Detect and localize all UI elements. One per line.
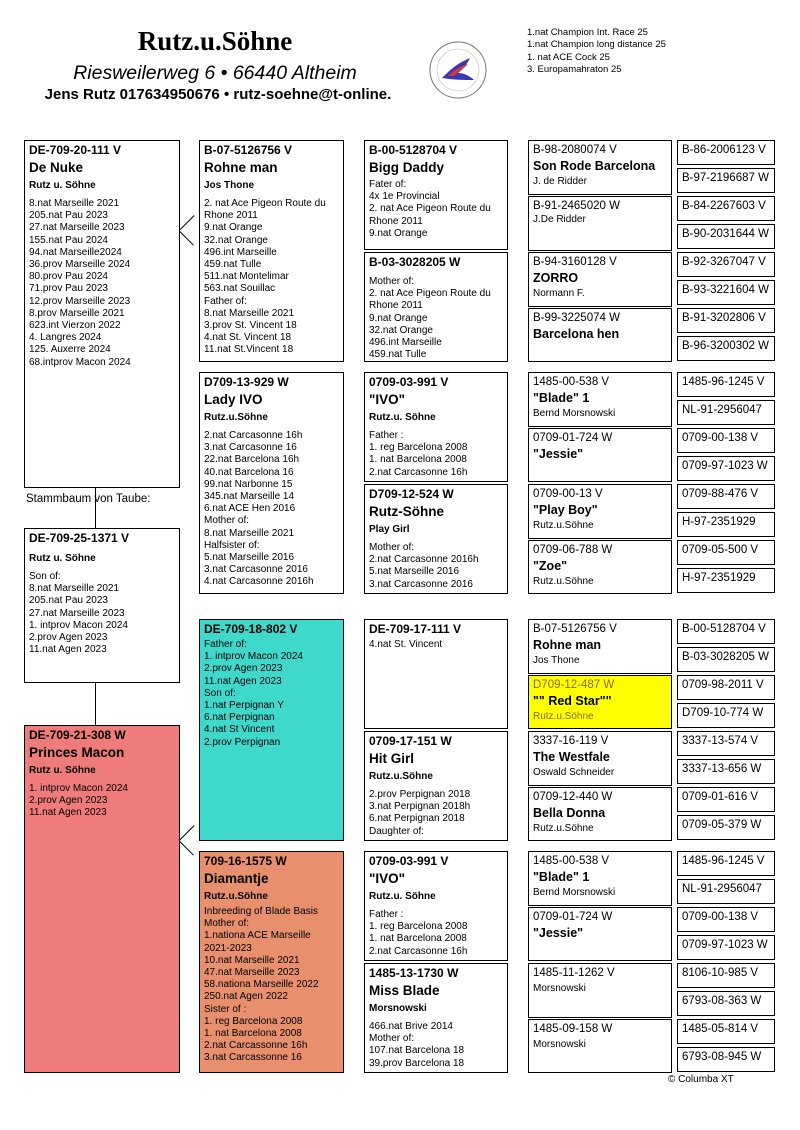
stammbaum-label: Stammbaum von Taube:: [26, 493, 151, 505]
ring-number: 1485-00-538 V: [533, 855, 610, 867]
ring-number: 3337-13-656 W: [682, 763, 762, 775]
pigeon-card-gen5: [677, 252, 775, 277]
pigeon-card-mmm: [364, 963, 508, 1073]
ring-number: 3337-13-574 V: [682, 735, 759, 747]
ring-number: DE-709-21-308 W: [29, 728, 126, 742]
ring-number: B-91-2465020 W: [533, 200, 620, 212]
pigeon-card-gen5: [677, 851, 775, 876]
ring-number: 0709-00-13 V: [533, 488, 603, 500]
pigeon-card-gen5: [677, 540, 775, 565]
ring-number: 0709-97-1023 W: [682, 939, 768, 951]
performance-list: Mother of: 2.nat Carcasonne 2016h 5.nat Marseille 2016 3.nat Carcasonne 2016: [369, 542, 479, 590]
ring-number: 0709-12-440 W: [533, 791, 613, 803]
breeder: Rutz u. Söhne: [29, 765, 96, 776]
ring-number: B-99-3225074 W: [533, 312, 620, 324]
ring-number: NL-91-2956047: [682, 404, 762, 416]
pigeon-card-gen5: [677, 675, 775, 700]
page-title: Rutz.u.Söhne: [137, 26, 293, 56]
pigeon-card-mother: [24, 725, 180, 1073]
pigeon-name: Bigg Daddy: [369, 160, 445, 175]
ring-number: D709-10-774 W: [682, 707, 764, 719]
breeder: Jos Thone: [204, 180, 255, 191]
pigeon-card-ffm: [364, 252, 508, 362]
ring-number: D709-12-524 W: [369, 487, 454, 501]
breeder: Rutz.u.Söhne: [533, 576, 594, 587]
breeder: Morsnowski: [533, 983, 586, 994]
ring-number: B-97-2196687 W: [682, 172, 769, 184]
pigeon-card-gen5: [677, 815, 775, 840]
ring-number: 1485-96-1245 V: [682, 855, 765, 867]
ring-number: 0709-17-151 W: [369, 734, 452, 748]
award-item: 1.nat Champion Int. Race 25: [527, 27, 648, 38]
pigeon-name: Miss Blade: [369, 983, 440, 998]
pigeon-card-gen4: [528, 787, 672, 841]
ring-number: B-93-3221604 W: [682, 284, 769, 296]
pigeon-card-gen5: [677, 963, 775, 988]
pigeon-card-gen5: [677, 647, 775, 672]
breeder: Rutz.u.Söhne: [204, 891, 268, 902]
pigeon-card-gen4: [528, 308, 672, 362]
ring-number: DE-709-17-111 V: [369, 622, 462, 636]
ring-number: D709-12-487 W: [533, 679, 615, 691]
pigeon-card-gen5: [677, 484, 775, 509]
breeder: Rutz.u.Söhne: [533, 823, 594, 834]
ring-number: DE-709-20-111 V: [29, 143, 122, 157]
pigeon-card-gen5: [677, 140, 775, 165]
breeder: Normann F.: [533, 288, 585, 299]
pigeon-card-subject: [24, 528, 180, 683]
ring-number: 0709-00-138 V: [682, 911, 759, 923]
pigeon-card-mmf: [364, 851, 508, 961]
ring-number: B-03-3028205 W: [682, 651, 769, 663]
pigeon-card-gen4: [528, 252, 672, 307]
ring-number: 0709-98-2011 V: [682, 679, 764, 691]
pigeon-name: De Nuke: [29, 160, 84, 175]
copyright: © Columba XT: [668, 1074, 734, 1085]
performance-list: Father of: 1. intprov Macon 2024 2.prov Agen 2023 11.nat Agen 2023 Son of: 1.nat Perpignan Y 6.nat Perpignan 4.nat St Vincent 2.prov Perpignan: [204, 639, 303, 748]
breeder: Morsnowski: [369, 1003, 427, 1014]
pigeon-card-gen4: [528, 140, 672, 195]
pigeon-card-gen5: [677, 372, 775, 397]
pigeon-name: "Zoe": [533, 559, 568, 573]
ring-number: H-97-2351929: [682, 516, 756, 528]
breeder: Rutz.u.Söhne: [369, 771, 433, 782]
ring-number: B-90-2031644 W: [682, 228, 769, 240]
ring-number: 0709-03-991 V: [369, 854, 449, 868]
pigeon-name: "IVO": [369, 392, 406, 407]
breeder: Bernd Morsnowski: [533, 408, 616, 419]
pigeon-card-gen5: [677, 787, 775, 812]
pigeon-name: ZORRO: [533, 271, 579, 285]
pigeon-name: Rohne man: [533, 638, 602, 652]
ring-number: 709-16-1575 W: [204, 854, 287, 868]
performance-list: 2. nat Ace Pigeon Route du Rhone 2011 9.nat Orange 32.nat Orange 496.int Marseille 459.nat Tulle 511.nat Montelimar 563.nat Souillac Father of: 8.nat Marseille 2021 3.prov St. Vincent 18 4.nat St. Vincent 18 11.nat St.Vincent 18: [204, 198, 326, 356]
ring-number: NL-91-2956047: [682, 883, 762, 895]
awards-list: [527, 27, 666, 76]
pigeon-card-gen5: [677, 619, 775, 644]
pigeon-card-mfm: [364, 731, 508, 841]
award-item: 1.nat Champion long distance 25: [527, 39, 666, 51]
pigeon-card-father: [24, 140, 180, 488]
ring-number: B-07-5126756 V: [533, 623, 617, 635]
ring-number: B-03-3028205 W: [369, 255, 461, 269]
performance-list: 1. intprov Macon 2024 2.prov Agen 2023 11.nat Agen 2023: [29, 783, 128, 819]
ring-number: B-86-2006123 V: [682, 144, 766, 156]
pigeon-card-ff: [199, 140, 344, 362]
ring-number: B-92-3267047 V: [682, 256, 766, 268]
ring-number: 1485-96-1245 V: [682, 376, 765, 388]
breeder: Morsnowski: [533, 1039, 586, 1050]
ring-number: B-91-3202806 V: [682, 312, 766, 324]
pigeon-card-fff: [364, 140, 508, 250]
breeder: Rutz.u.Söhne: [533, 711, 594, 722]
performance-list: 2.prov Perpignan 2018 3.nat Perpignan 2018h 6.nat Perpignan 2018 Daughter of:: [369, 789, 471, 837]
pigeon-card-gen5: [677, 935, 775, 960]
pigeon-card-gen4: [528, 372, 672, 427]
pigeon-card-gen4-highlight: [528, 675, 672, 729]
performance-list: Son of: 8.nat Marseille 2021 205.nat Pau 2023 27.nat Marseille 2023 1. intprov Macon 2024 2.prov Agen 2023 11.nat Agen 2023: [29, 571, 128, 656]
pigeon-card-gen4: [528, 907, 672, 961]
ring-number: B-07-5126756 V: [204, 143, 293, 157]
ring-number: B-98-2080074 V: [533, 144, 617, 156]
ring-number: 0709-05-379 W: [682, 819, 762, 831]
ring-number: 0709-03-991 V: [369, 375, 449, 389]
performance-list: Fater of: 4x 1e Provincial 2. nat Ace Pigeon Route du Rhone 2011 9.nat Orange: [369, 179, 491, 239]
pigeon-card-gen5: [677, 1047, 775, 1072]
ring-number: 0709-01-724 W: [533, 911, 613, 923]
ring-number: 1485-05-814 V: [682, 1023, 759, 1035]
pigeon-name: Diamantje: [204, 871, 269, 886]
ring-number: 0709-00-138 V: [682, 432, 759, 444]
ring-number: DE-709-18-802 V: [204, 622, 298, 636]
pigeon-name: "IVO": [369, 871, 406, 886]
ring-number: 0709-01-616 V: [682, 791, 759, 803]
pigeon-card-gen5: [677, 168, 775, 193]
pigeon-name: Rutz-Söhne: [369, 504, 444, 519]
pigeon-card-gen5: [677, 400, 775, 425]
performance-list: Father : 1. reg Barcelona 2008 1. nat Barcelona 2008 2.nat Carcasonne 16h: [369, 909, 468, 957]
ring-number: 0709-01-724 W: [533, 432, 613, 444]
pigeon-name: Princes Macon: [29, 745, 125, 760]
pigeon-card-gen5: [677, 512, 775, 537]
ring-number: B-94-3160128 V: [533, 256, 617, 268]
pigeon-card-gen5: [677, 568, 775, 593]
pigeon-card-mf: [199, 619, 344, 841]
performance-list: Father : 1. reg Barcelona 2008 1. nat Barcelona 2008 2.nat Carcasonne 16h: [369, 430, 468, 478]
pigeon-name: "Jessie": [533, 926, 584, 940]
pigeon-name: "" Red Star"": [533, 694, 612, 708]
breeder: Rutz.u. Söhne: [369, 412, 436, 423]
pigeon-card-gen5: [677, 731, 775, 756]
breeder: J. de Ridder: [533, 176, 587, 187]
breeder: Oswald Schneider: [533, 767, 615, 778]
ring-number: DE-709-25-1371 V: [29, 531, 130, 545]
pigeon-card-gen4: [528, 540, 672, 594]
pigeon-name: Barcelona hen: [533, 327, 620, 341]
pigeon-card-mm: [199, 851, 344, 1073]
ring-number: 1485-09-158 W: [533, 1023, 613, 1035]
pigeon-card-gen5: [677, 336, 775, 361]
pigeon-card-gen5: [677, 907, 775, 932]
breeder: Rutz u. Söhne: [29, 180, 96, 191]
pigeon-card-gen5: [677, 308, 775, 333]
breeder: Rutz.u.Söhne: [533, 520, 594, 531]
ring-number: B-84-2267603 V: [682, 200, 766, 212]
pigeon-card-fmf: [364, 372, 508, 482]
pigeon-card-gen4: [528, 619, 672, 674]
breeder: Play Girl: [369, 524, 410, 535]
pigeon-card-gen5: [677, 991, 775, 1016]
pigeon-card-gen4: [528, 963, 672, 1018]
award-item: 1. nat ACE Cock 25: [527, 51, 610, 63]
pigeon-name: "Blade" 1: [533, 391, 590, 405]
breeder: Jos Thone: [533, 655, 580, 666]
pigeon-name: The Westfale: [533, 750, 610, 764]
performance-list: 2.nat Carcasonne 16h 3.nat Carcasonne 16 22.nat Barcelona 16h 40.nat Barcelona 16 99.nat Narbonne 15 345.nat Marseille 14 6.nat ACE Hen 2016 Mother of: 8.nat Marseille 2021 Halfsister of: 5.nat Marseille 2016 3.nat Carcasonne 2016 4.nat Carcasonne 2016h: [204, 430, 314, 588]
pigeon-name: "Blade" 1: [533, 870, 590, 884]
pigeon-card-gen5: [677, 224, 775, 249]
pigeon-card-gen5: [677, 703, 775, 728]
pigeon-card-gen4: [528, 851, 672, 906]
pigeon-card-fm: [199, 372, 344, 594]
pigeon-name: Rohne man: [204, 160, 278, 175]
ring-number: 6793-08-945 W: [682, 1051, 762, 1063]
pigeon-card-gen5: [677, 428, 775, 453]
performance-list: 8.nat Marseille 2021 205.nat Pau 2023 27.nat Marseille 2023 155.nat Pau 2024 94.nat Marseille2024 36.prov Marseille 2024 80.prov Pau 2024 71.prov Pau 2023 12.prov Marseille 2023 8.prov Marseille 2021 623.int Vierzon 2022 4. Langres 2024 125. Auxerre 2024 68.intprov Macon 2024: [29, 198, 131, 368]
pigeon-name: "Jessie": [533, 447, 584, 461]
pigeon-card-gen4: [528, 1019, 672, 1073]
ring-number: H-97-2351929: [682, 572, 756, 584]
ring-number: B-00-5128704 V: [369, 143, 458, 157]
ring-number: 6793-08-363 W: [682, 995, 762, 1007]
ring-number: 0709-88-476 V: [682, 488, 759, 500]
breeder: Bernd Morsnowski: [533, 887, 616, 898]
award-item: 3. Europamahraton 25: [527, 63, 622, 75]
ring-number: 1485-11-1262 V: [533, 967, 615, 979]
ring-number: 1485-13-1730 W: [369, 966, 459, 980]
breeder: J.De Ridder: [533, 214, 586, 225]
breeder: Rutz.u.Söhne: [204, 412, 268, 423]
pigeon-name: Hit Girl: [369, 751, 415, 766]
ring-number: B-00-5128704 V: [682, 623, 766, 635]
contact: Jens Rutz 017634950676 • rutz-soehne@t-online.: [44, 86, 392, 103]
pigeon-name: Lady IVO: [204, 392, 263, 407]
pigeon-card-mff: [364, 619, 508, 729]
pigeon-card-gen5: [677, 280, 775, 305]
pigeon-card-gen4: [528, 196, 672, 251]
breeder: Rutz.u. Söhne: [369, 891, 436, 902]
pigeon-name: "Play Boy": [533, 503, 598, 517]
ring-number: 3337-16-119 V: [533, 735, 609, 747]
pigeon-card-gen5: [677, 456, 775, 481]
ring-number: 0709-05-500 V: [682, 544, 759, 556]
address: Riesweilerweg 6 • 66440 Altheim: [73, 62, 357, 84]
pigeon-card-gen4: [528, 484, 672, 539]
performance-list: Inbreeding of Blade Basis Mother of: 1.nationa ACE Marseille 2021-2023 10.nat Marseille 2021 47.nat Marseille 2023 58.nationa Marseille 2022 250.nat Agen 2022 Sister of : 1. reg Barcelona 2008 1. nat Barcelona 2008 2.nat Carcassonne 16h 3.nat Carcassonne 16: [204, 906, 319, 1064]
ring-number: 8106-10-985 V: [682, 967, 759, 979]
pigeon-card-fmm: [364, 484, 508, 594]
pigeon-card-gen5: [677, 196, 775, 221]
ring-number: 0709-97-1023 W: [682, 460, 768, 472]
pigeon-name: Son Rode Barcelona: [533, 159, 656, 173]
pigeon-card-gen4: [528, 731, 672, 786]
pigeon-card-gen5: [677, 759, 775, 784]
ring-number: 0709-06-788 W: [533, 544, 613, 556]
breeder: Rutz u. Söhne: [29, 553, 96, 564]
performance-list: 4.nat St. Vincent: [369, 639, 443, 650]
pigeon-card-gen4: [528, 428, 672, 482]
pigeon-card-gen5: [677, 879, 775, 904]
pigeon-card-gen5: [677, 1019, 775, 1044]
performance-list: 466.nat Brive 2014 Mother of: 107.nat Barcelona 18 39.prov Barcelona 18: [369, 1021, 465, 1069]
ring-number: 1485-00-538 V: [533, 376, 610, 388]
pigeon-name: Bella Donna: [533, 806, 606, 820]
ring-number: B-96-3200302 W: [682, 340, 769, 352]
performance-list: Mother of: 2. nat Ace Pigeon Route du Rhone 2011 9.nat Orange 32.nat Orange 496.int Marseille 459.nat Tulle: [369, 276, 491, 361]
ring-number: D709-13-929 W: [204, 375, 289, 389]
pigeon-club-logo-icon: [428, 40, 488, 100]
